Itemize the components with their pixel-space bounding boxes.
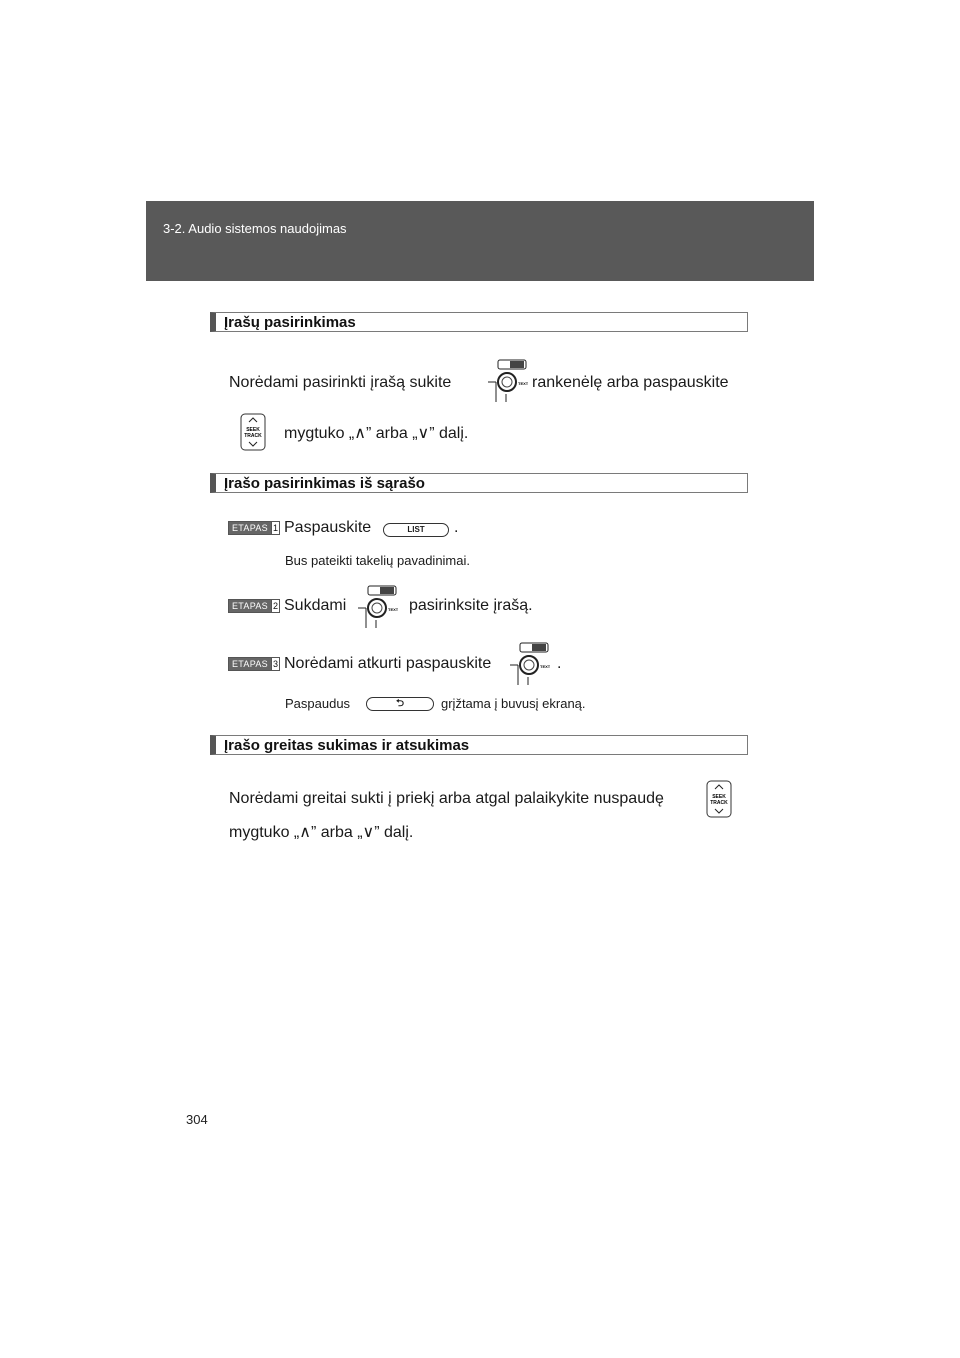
body-text: Norėdami pasirinkti įrašą sukite [229,374,452,391]
body-text: rankenėlę arba paspauskite [532,374,729,391]
svg-text:TRACK: TRACK [710,800,728,806]
seek-track-button-icon [706,780,732,818]
svg-text:TRACK: TRACK [244,433,262,439]
seek-track-button-icon [240,413,266,451]
step-text-suffix: . [454,519,459,536]
breadcrumb: 3-2. Audio sistemos naudojimas [163,221,347,236]
back-note: Paspaudus [285,696,351,711]
step-text-suffix: pasirinksite įrašą. [409,597,533,614]
step-text: Paspauskite [284,519,372,536]
step-badge-2: ETAPAS 2 [228,599,280,613]
step-note: Bus pateikti takelių pavadinimai. [285,553,470,568]
svg-text:TEXT: TEXT [388,607,398,612]
svg-text:TEXT: TEXT [518,381,528,386]
svg-text:TEXT: TEXT [540,664,550,669]
chapter-header [146,201,814,281]
list-button-icon: LIST [383,523,449,537]
step-text: Sukdami [284,597,347,614]
svg-text:SEEK: SEEK [712,794,726,800]
back-button-icon: ⮌ [366,697,434,711]
tune-knob-icon [486,358,528,402]
section-title-fast-forward: Įrašo greitas sukimas ir atsukimas [210,735,748,755]
body-text: mygtuko „∧” arba „∨” dalį. [284,425,469,442]
page-number: 304 [186,1112,208,1127]
body-text: mygtuko „∧” arba „∨” dalį. [229,824,414,841]
step-text: Norėdami atkurti paspauskite [284,655,492,672]
svg-text:SEEK: SEEK [246,427,260,433]
section-title-list-selection: Įrašo pasirinkimas iš sąrašo [210,473,748,493]
back-note: grįžtama į buvusį ekraną. [441,696,586,711]
step-text-suffix: . [557,655,562,672]
section-title-track-selection: Įrašų pasirinkimas [210,312,748,332]
step-badge-3: ETAPAS 3 [228,657,280,671]
tune-knob-icon [508,641,550,685]
body-text: Norėdami greitai sukti į priekį arba atgal palaikykite nuspaudę [229,790,664,807]
tune-knob-icon [356,584,398,628]
step-badge-1: ETAPAS 1 [228,521,280,535]
